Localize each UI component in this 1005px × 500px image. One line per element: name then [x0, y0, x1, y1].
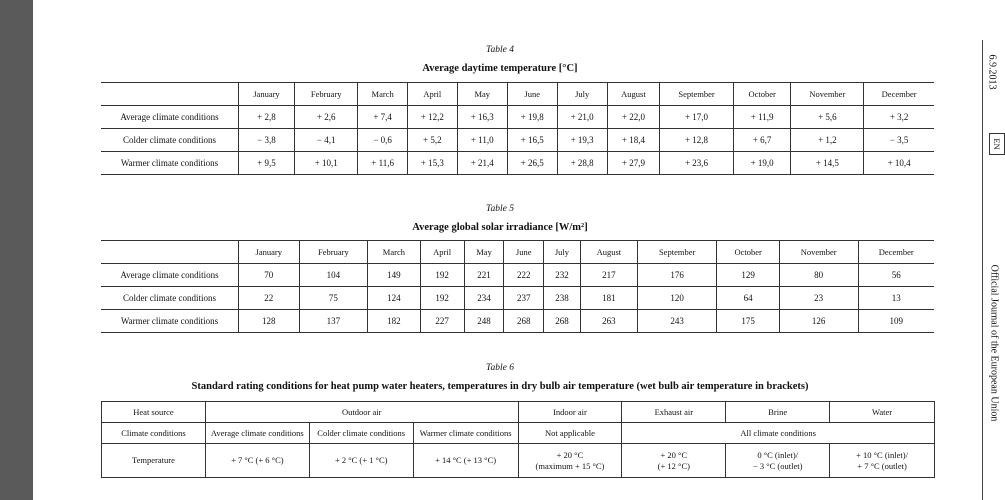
row-label: Colder climate conditions	[123, 293, 216, 303]
table5	[101, 240, 934, 333]
journal-title-text: Official Journal of the European Union	[988, 264, 1000, 422]
month-header: August	[580, 241, 637, 264]
document-page	[33, 0, 1000, 500]
table-cell: 175	[717, 310, 779, 333]
table-cell: + 19,3	[557, 129, 607, 152]
cell-line: + 7 °C (outlet)	[857, 460, 907, 471]
table-cell: Indoor air	[518, 402, 622, 423]
table-cell: Outdoor air	[205, 402, 518, 423]
table5-header-row	[101, 241, 934, 264]
table-row	[101, 129, 934, 152]
table-cell: + 21,4	[457, 152, 507, 175]
table-cell: + 17,0	[660, 106, 734, 129]
margin-rule	[982, 40, 983, 500]
table-row	[101, 152, 934, 175]
table-cell: 104	[299, 264, 368, 287]
table-cell: 232	[544, 264, 581, 287]
row-label: Average climate conditions	[120, 112, 219, 122]
month-header: May	[457, 83, 507, 106]
month-header: December	[864, 83, 934, 106]
table-cell: 22	[239, 287, 300, 310]
table-cell: Heat source	[102, 402, 206, 423]
table-cell	[622, 444, 726, 478]
corner-cell	[101, 241, 239, 264]
table-cell: + 7 °C (+ 6 °C)	[205, 444, 309, 478]
table-row	[101, 264, 934, 287]
table-cell: 268	[544, 310, 581, 333]
month-header: April	[407, 83, 457, 106]
table6	[101, 401, 935, 478]
table-cell: Brine	[726, 402, 830, 423]
month-header: September	[637, 241, 717, 264]
month-header: November	[791, 83, 864, 106]
cell-line: + 10 °C (inlet)/	[856, 449, 908, 460]
table-cell: 238	[544, 287, 581, 310]
language-badge	[989, 133, 1005, 155]
table5-title: Average global solar irradiance [W/m²]	[412, 222, 588, 233]
month-header: November	[779, 241, 858, 264]
table-cell: Climate conditions	[102, 423, 206, 444]
table-cell: + 28,8	[557, 152, 607, 175]
table-cell: + 26,5	[507, 152, 557, 175]
table-cell: + 18,4	[607, 129, 660, 152]
table-cell: − 3,5	[864, 129, 934, 152]
table-cell: 64	[717, 287, 779, 310]
table-cell: + 16,5	[507, 129, 557, 152]
table-cell: + 3,2	[864, 106, 934, 129]
cell-line: + 20 °C	[556, 449, 584, 460]
month-header: July	[544, 241, 581, 264]
table-cell: Temperature	[102, 444, 206, 478]
cell-line: 0 °C (inlet)/	[757, 449, 799, 460]
table-cell: − 0,6	[358, 129, 407, 152]
table-cell: + 14 °C (+ 13 °C)	[413, 444, 518, 478]
table-row	[102, 444, 935, 478]
month-header: January	[239, 241, 300, 264]
table5-caption: Table 5	[486, 204, 514, 214]
table-cell: + 19,0	[733, 152, 791, 175]
table-row	[102, 423, 935, 444]
table-cell: 70	[239, 264, 300, 287]
cell-line: − 3 °C (outlet)	[752, 460, 803, 471]
table-cell: 243	[637, 310, 717, 333]
table-cell: 268	[504, 310, 544, 333]
month-header: December	[858, 241, 934, 264]
table-cell: 75	[299, 287, 368, 310]
table-cell: 192	[420, 287, 464, 310]
month-header: April	[420, 241, 464, 264]
table-cell: Warmer climate conditions	[413, 423, 518, 444]
table-cell: 263	[580, 310, 637, 333]
cell-line: (+ 12 °C)	[657, 460, 690, 471]
table-cell: 248	[464, 310, 504, 333]
month-header: January	[239, 83, 295, 106]
table-cell: 192	[420, 264, 464, 287]
table4-caption: Table 4	[486, 45, 514, 55]
month-header: October	[717, 241, 779, 264]
table-row	[101, 287, 934, 310]
table-cell: 120	[637, 287, 717, 310]
table-cell: 227	[420, 310, 464, 333]
viewer-sidebar	[0, 0, 33, 500]
table-cell: + 19,8	[507, 106, 557, 129]
language-text: EN	[992, 138, 1002, 150]
cell-line: + 20 °C	[660, 449, 688, 460]
table-cell: + 2 °C (+ 1 °C)	[309, 444, 413, 478]
table-cell: Exhaust air	[622, 402, 726, 423]
table-cell: 221	[464, 264, 504, 287]
table-cell: + 14,5	[791, 152, 864, 175]
table-cell: 129	[717, 264, 779, 287]
month-header: June	[507, 83, 557, 106]
table-cell: 56	[858, 264, 934, 287]
table-cell: + 11,6	[358, 152, 407, 175]
table-cell	[518, 444, 622, 478]
month-header: October	[733, 83, 791, 106]
table-cell: + 23,6	[660, 152, 734, 175]
margin-date	[986, 42, 998, 102]
table-cell: Not applicable	[518, 423, 622, 444]
table-cell: + 1,2	[791, 129, 864, 152]
month-header: August	[607, 83, 660, 106]
table-cell: + 21,0	[557, 106, 607, 129]
month-header: July	[557, 83, 607, 106]
table-cell: 182	[368, 310, 420, 333]
table-cell: 237	[504, 287, 544, 310]
table6-title: Standard rating conditions for heat pump water heaters, temperatures in dry bulb air temperature (wet bulb air temperature in brackets)	[191, 381, 809, 392]
table-cell: 176	[637, 264, 717, 287]
table-cell: + 12,8	[660, 129, 734, 152]
table-cell: + 11,0	[457, 129, 507, 152]
table-cell: + 9,5	[239, 152, 295, 175]
table-cell: + 12,2	[407, 106, 457, 129]
table-cell: 217	[580, 264, 637, 287]
journal-title	[986, 258, 1002, 428]
table-cell: Colder climate conditions	[309, 423, 413, 444]
row-label: Warmer climate conditions	[120, 158, 219, 168]
table-cell	[830, 444, 935, 478]
table6-header-row	[102, 402, 935, 423]
table4-header-row	[101, 83, 934, 106]
table-cell: + 2,8	[239, 106, 295, 129]
row-label: Warmer climate conditions	[120, 316, 219, 326]
cell-line: (maximum + 15 °C)	[535, 460, 605, 471]
table-cell: + 22,0	[607, 106, 660, 129]
table-cell: Average climate conditions	[205, 423, 309, 444]
table-cell: 222	[504, 264, 544, 287]
month-header: May	[464, 241, 504, 264]
table-cell: 23	[779, 287, 858, 310]
month-header: June	[504, 241, 544, 264]
month-header: March	[368, 241, 420, 264]
table-cell: + 7,4	[358, 106, 407, 129]
table-row	[101, 310, 934, 333]
table-cell: 137	[299, 310, 368, 333]
table4	[101, 82, 934, 175]
table4-title: Average daytime temperature [°C]	[422, 63, 578, 74]
month-header: February	[294, 83, 358, 106]
month-header: February	[299, 241, 368, 264]
table-cell: + 6,7	[733, 129, 791, 152]
table-cell: 124	[368, 287, 420, 310]
table-cell	[726, 444, 830, 478]
table-cell: + 5,6	[791, 106, 864, 129]
table-cell: + 10,4	[864, 152, 934, 175]
table-cell: 109	[858, 310, 934, 333]
table-cell: Water	[830, 402, 935, 423]
table-cell: 181	[580, 287, 637, 310]
table-cell: + 10,1	[294, 152, 358, 175]
month-header: September	[660, 83, 734, 106]
table-cell: 126	[779, 310, 858, 333]
row-label: Colder climate conditions	[123, 135, 216, 145]
margin-date-text: 6.9.2013	[986, 54, 998, 90]
table-cell: + 16,3	[457, 106, 507, 129]
month-header: March	[358, 83, 407, 106]
table-cell: All climate conditions	[622, 423, 935, 444]
table-cell: 128	[239, 310, 300, 333]
table-cell: 80	[779, 264, 858, 287]
corner-cell	[101, 83, 239, 106]
table-cell: + 5,2	[407, 129, 457, 152]
table-cell: + 15,3	[407, 152, 457, 175]
table-row	[101, 106, 934, 129]
row-label: Average climate conditions	[120, 270, 219, 280]
table-cell: + 27,9	[607, 152, 660, 175]
table-cell: + 2,6	[294, 106, 358, 129]
table6-caption: Table 6	[486, 363, 514, 373]
table-cell: 234	[464, 287, 504, 310]
table-cell: 13	[858, 287, 934, 310]
table-cell: + 11,9	[733, 106, 791, 129]
table-cell: − 3,8	[239, 129, 295, 152]
table-cell: − 4,1	[294, 129, 358, 152]
table-cell: 149	[368, 264, 420, 287]
